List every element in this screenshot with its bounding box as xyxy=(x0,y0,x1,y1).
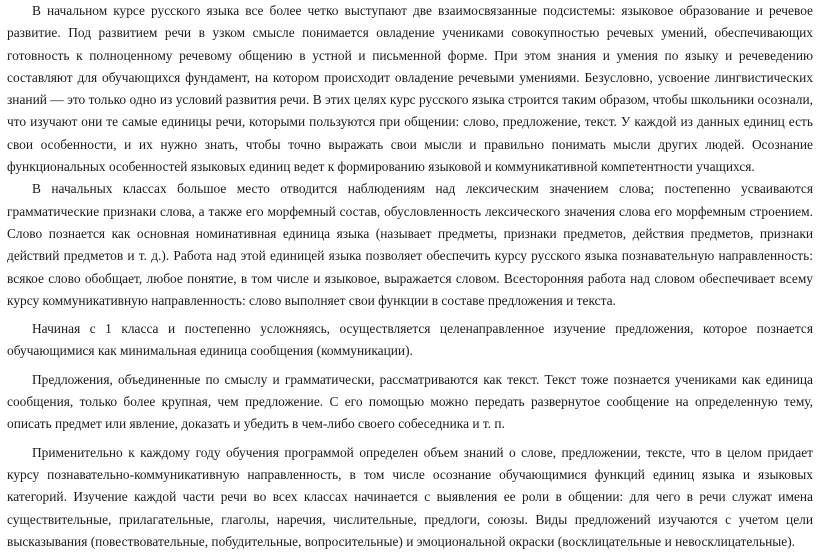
paragraph-word-study: В начальных классах большое место отводится наблюдениям над лексическим значением слова; постепенно усваиваются грамматические признаки слова, а также его морфемный состав, обусловленность лексического значения слова его морфемным строением. Слово познается как основная номинативная единица языка (называет предметы, признаки предметов, действия предметов, признаки действий предметов и т. д.). Работа над этой единицей языка позволяет обеспечить курсу русского языка познавательную направленность: всякое слово обобщает, любое понятие, в том числе и языковое, выражается словом. Всесторонняя работа над словом обеспечивает всему курсу коммуникативную направленность: слово выполняет свои функции в составе предложения и текста. xyxy=(7,181,813,308)
paragraph-sentence-study: Начиная с 1 класса и постепенно усложняясь, осуществляется целенаправленное изучение предложения, которое познается обучающимися как минимальная единица сообщения (коммуникации). xyxy=(7,321,813,359)
paragraph-program-scope: Применительно к каждому году обучения программой определен объем знаний о слове, предложении, тексте, что в целом придает курсу познавательно-коммуникативную направленность, в том числе осознание обучающимися функций единиц языка и языковых категорий. Изучение каждой части речи во всех классах начинается с выявления ее роли в общении: для чего в речи служат имена существительные, прилагательные, глаголы, наречия, числительные, предлоги, союзы. Виды предложений изучаются с учетом цели высказывания (повествовательные, побудительные, вопросительные) и эмоциональной окраски (восклицательные и невосклицательные). xyxy=(7,444,813,549)
paragraph-language-and-speech: В начальном курсе русского языка все более четко выступают две взаимосвязанные подсистемы: языковое образование и речевое развитие. Под развитием речи в узком смысле понимается овладение учениками совокупностью речевых умений, обеспечивающих готовность к полноценному речевому общению в устной и письменной форме. При этом знания и умения по языку и речеведению составляют для обучающихся фундамент, на котором происходит овладение речевыми умениями. Безусловно, усвоение лингвистических знаний — это только одно из условий развития речи. В этих целях курс русского языка строится таким образом, чтобы школьники осознали, что изучают они те самые единицы речи, которыми пользуются при общении: слово, предложение, текст. У каждой из данных единиц есть свои особенности, и их нужно знать, чтобы точно выражать свои мысли и правильно понимать мысли других людей. Осознание функциональных особенностей языковых единиц ведет к формированию языковой и коммуникативной компетентности учащихся. xyxy=(7,3,813,175)
document-body xyxy=(7,0,813,553)
paragraph-text-study: Предложения, объединенные по смыслу и грамматически, рассматриваются как текст. Текст тоже познается учениками как единица сообщения, только более крупная, чем предложение. С его помощью можно передать развернутое сообщение на определенную тему, описать предмет или явление, доказать и убедить в чем-либо своего собеседника и т. п. xyxy=(7,371,813,432)
